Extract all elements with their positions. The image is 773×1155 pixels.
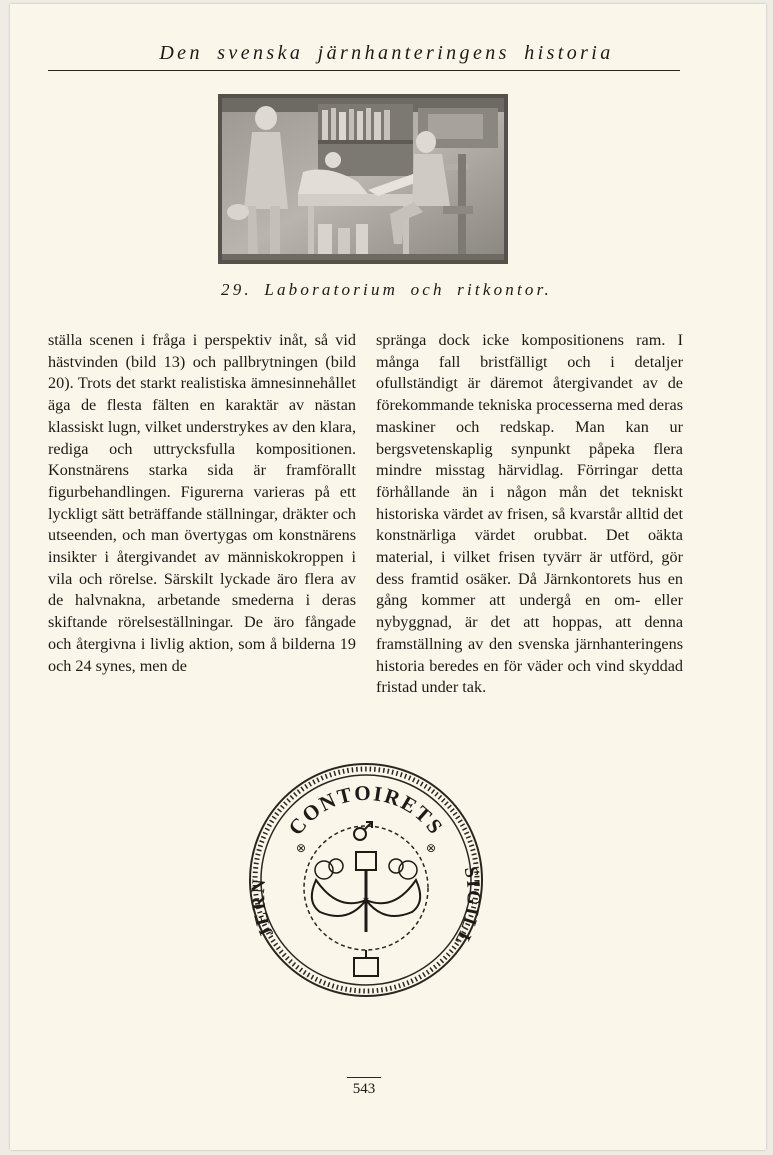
figure-caption xyxy=(0,280,773,300)
seal-legend-left: JERN xyxy=(248,876,279,941)
seal-divider-right: ⊗ xyxy=(426,841,437,855)
folio-rule xyxy=(347,1077,381,1078)
relief-image-icon xyxy=(218,94,508,264)
running-title: Den svenska järnhanteringens historia xyxy=(159,42,614,64)
figure-caption-text: Laboratorium och ritkontor. xyxy=(264,280,552,299)
svg-text:JERN xyxy=(248,877,278,941)
seal-legend-right: SIGILL xyxy=(449,864,484,951)
figure-number: 29. xyxy=(221,280,252,299)
seal-legend-top: CONTOIRETS xyxy=(283,780,449,840)
seal-divider-left: ⊗ xyxy=(296,841,307,855)
body-text-left-column: ställa scenen i fråga i perspektiv inåt, så vid hästvinden (bild 13) och pallbrytningen (bild 20). Trots det starkt realistiska ämnesinnehållet äga de flesta fälten en karaktär av nästan klassiskt lugn, vilket understrykes av den klara, rediga och uttrycksfulla kompositionen. Konstnärens starka sida är framförallt figurbehandlingen. Figurerna varieras på ett lyckligt sätt beträffande ställningar, dräkter och utseenden, och man övertygas om konstnärens insikter i återgivandet av människokroppen i vila och rörelse. Särskilt lyckade äro flera av de halvnakna, arbetande smederna i deras skiftande rörelseställningar. De äro fångade och återgivna i livlig aktion, som å bilderna 19 och 24 synes, men de xyxy=(48,331,356,675)
jernkontoret-seal-icon xyxy=(248,762,484,998)
header-rule xyxy=(48,70,680,71)
page-number: 543 xyxy=(352,1081,376,1097)
body-text-right-column: spränga dock icke kompositionens ram. I många fall bristfälligt och i detaljer ofullständigt är däremot återgivandet av de förekommande tekniska processerna med deras maskiner och redskap. Man kan ur bergsvetenskaplig synpunkt påpeka flera mindre misstag härvidlag. Förringar detta förhållande än i någon mån det tekniskt historiska värdet av frisen, så kvarstår alltid det konstnärliga värdet orubbat. Det oäkta material, i vilket frisen tyvärr är utförd, gör dess framtid osäker. Då Järnkontorets hus en gång kommer att undergå en om- eller nybyggnad, är det att hoppas, att denna framställning av den svenska järnhanteringens historia beredes en för väder och vind skyddad fristad under tak. xyxy=(376,331,683,697)
